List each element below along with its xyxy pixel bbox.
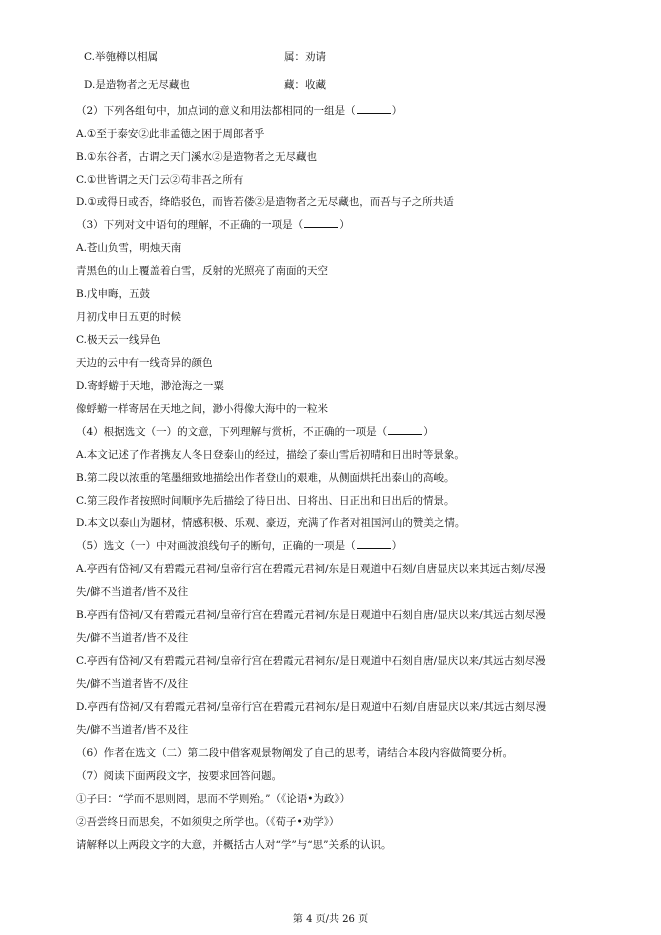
option-d-top: D.是造物者之无尽藏也 — [84, 79, 190, 91]
q2-option-c: C.①世皆谓之天门云②苟非吾之所有 — [76, 174, 244, 186]
q5-option-b: B.亭西有岱祠/又有碧霞元君祠/皇帝行宫在碧霞元君祠/东是日观道中石刻自唐/显庆以来/其远古刻尽漫 — [76, 609, 546, 621]
question-6: （6）作者在选文（二）第二段中借客观景物阐发了自己的思考，请结合本段内容做简要分析。 — [76, 747, 514, 759]
q7-quote-1: ①子曰：“学而不思则罔，思而不学则殆。”（《论语•为政》） — [76, 793, 351, 805]
answer-blank[interactable] — [357, 104, 391, 114]
q7-prompt: 请解释以上两段文字的大意，并概括古人对“学”与“思”关系的认识。 — [76, 839, 392, 851]
q3-item: 像蜉蝣一样寄居在天地之间，渺小得像大海中的一粒米 — [76, 403, 328, 415]
q5-option-c-cont: 失/僻不当道者皆不/及往 — [76, 678, 189, 690]
question-5-stem: （5）选文（一）中对画波浪线句子的断句，正确的一项是（ ） — [76, 540, 403, 552]
q3-item: 天边的云中有一线奇异的颜色 — [76, 357, 213, 369]
q7-quote-2: ②吾尝终日而思矣，不如须臾之所学也。（《荀子•劝学》） — [76, 816, 340, 828]
answer-blank[interactable] — [388, 425, 422, 435]
q3-item: A.苍山负雪，明烛天南 — [76, 242, 182, 254]
q5-option-a: A.亭西有岱祠/又有碧霞元君祠/皇帝行宫在碧霞元君祠/东是日观道中石刻/自唐显庆以来其远古刻/尽漫 — [76, 563, 546, 575]
q5-option-c: C.亭西有岱祠/又有碧霞元君祠/皇帝行宫在碧霞元君祠东/是日观道中石刻自唐/显庆以来/其远古刻尽漫 — [76, 655, 546, 667]
q4-option-b: B.第二段以浓重的笔墨细致地描绘出作者登山的艰难，从侧面烘托出泰山的高峻。 — [76, 472, 455, 484]
q5-option-b-cont: 失/僻不当道者/皆不及往 — [76, 632, 189, 644]
page-number: 第 4 页/共 26 页 — [292, 914, 369, 925]
q5-option-d-cont: 失/僻不当道者/皆不及往 — [76, 724, 189, 736]
q5-option-a-cont: 失/僻不当道者/皆不及往 — [76, 586, 189, 598]
option-d-gloss: 藏：收藏 — [284, 79, 326, 91]
question-2-stem: （2）下列各组句中，加点词的意义和用法都相同的一组是（ ） — [76, 105, 403, 117]
q3-item: B.戊申晦，五鼓 — [76, 288, 151, 300]
q4-option-c: C.第三段作者按照时间顺序先后描绘了待日出、日将出、日正出和日出后的情景。 — [76, 495, 455, 507]
q3-item: C.极天云一线异色 — [76, 334, 161, 346]
answer-blank[interactable] — [357, 539, 391, 549]
option-c-top: C.举匏樽以相属 — [84, 51, 158, 63]
q3-item: D.寄蜉蝣于天地，渺沧海之一粟 — [76, 380, 224, 392]
q2-option-a: A.①至于泰安②此非孟德之困于周郎者乎 — [76, 128, 265, 140]
q2-option-d: D.①或得日或否，绛皓驳色，而皆若偻②是造物者之无尽藏也，而吾与子之所共适 — [76, 196, 454, 208]
q4-option-d: D.本文以泰山为题材，情感积极、乐观、豪迈，充满了作者对祖国河山的赞美之情。 — [76, 517, 466, 529]
q5-option-d: D.亭西有岱祠/又有碧霞元君祠/皇帝行宫在碧霞元君祠东/是日观道中石刻/自唐显庆以来/其远古刻尽漫 — [76, 701, 547, 713]
q3-item: 青黑色的山上覆盖着白雪，反射的光照亮了南面的天空 — [76, 265, 328, 277]
question-3-stem: （3）下列对文中语句的理解，不正确的一项是（ ） — [76, 219, 350, 231]
question-4-stem: （4）根据选文（一）的文意，下列理解与赏析，不正确的一项是（ ） — [76, 426, 434, 438]
answer-blank[interactable] — [304, 218, 338, 228]
question-7-stem: （7）阅读下面两段文字，按要求回答问题。 — [76, 770, 283, 782]
q3-item: 月初戊申日五更的时候 — [76, 311, 181, 323]
option-c-gloss: 属：劝请 — [284, 51, 326, 63]
q4-option-a: A.本文记述了作者携友人冬日登泰山的经过，描绘了泰山雪后初晴和日出时等景象。 — [76, 449, 465, 461]
q2-option-b: B.①东谷者，古谓之天门溪水②是造物者之无尽藏也 — [76, 151, 317, 163]
